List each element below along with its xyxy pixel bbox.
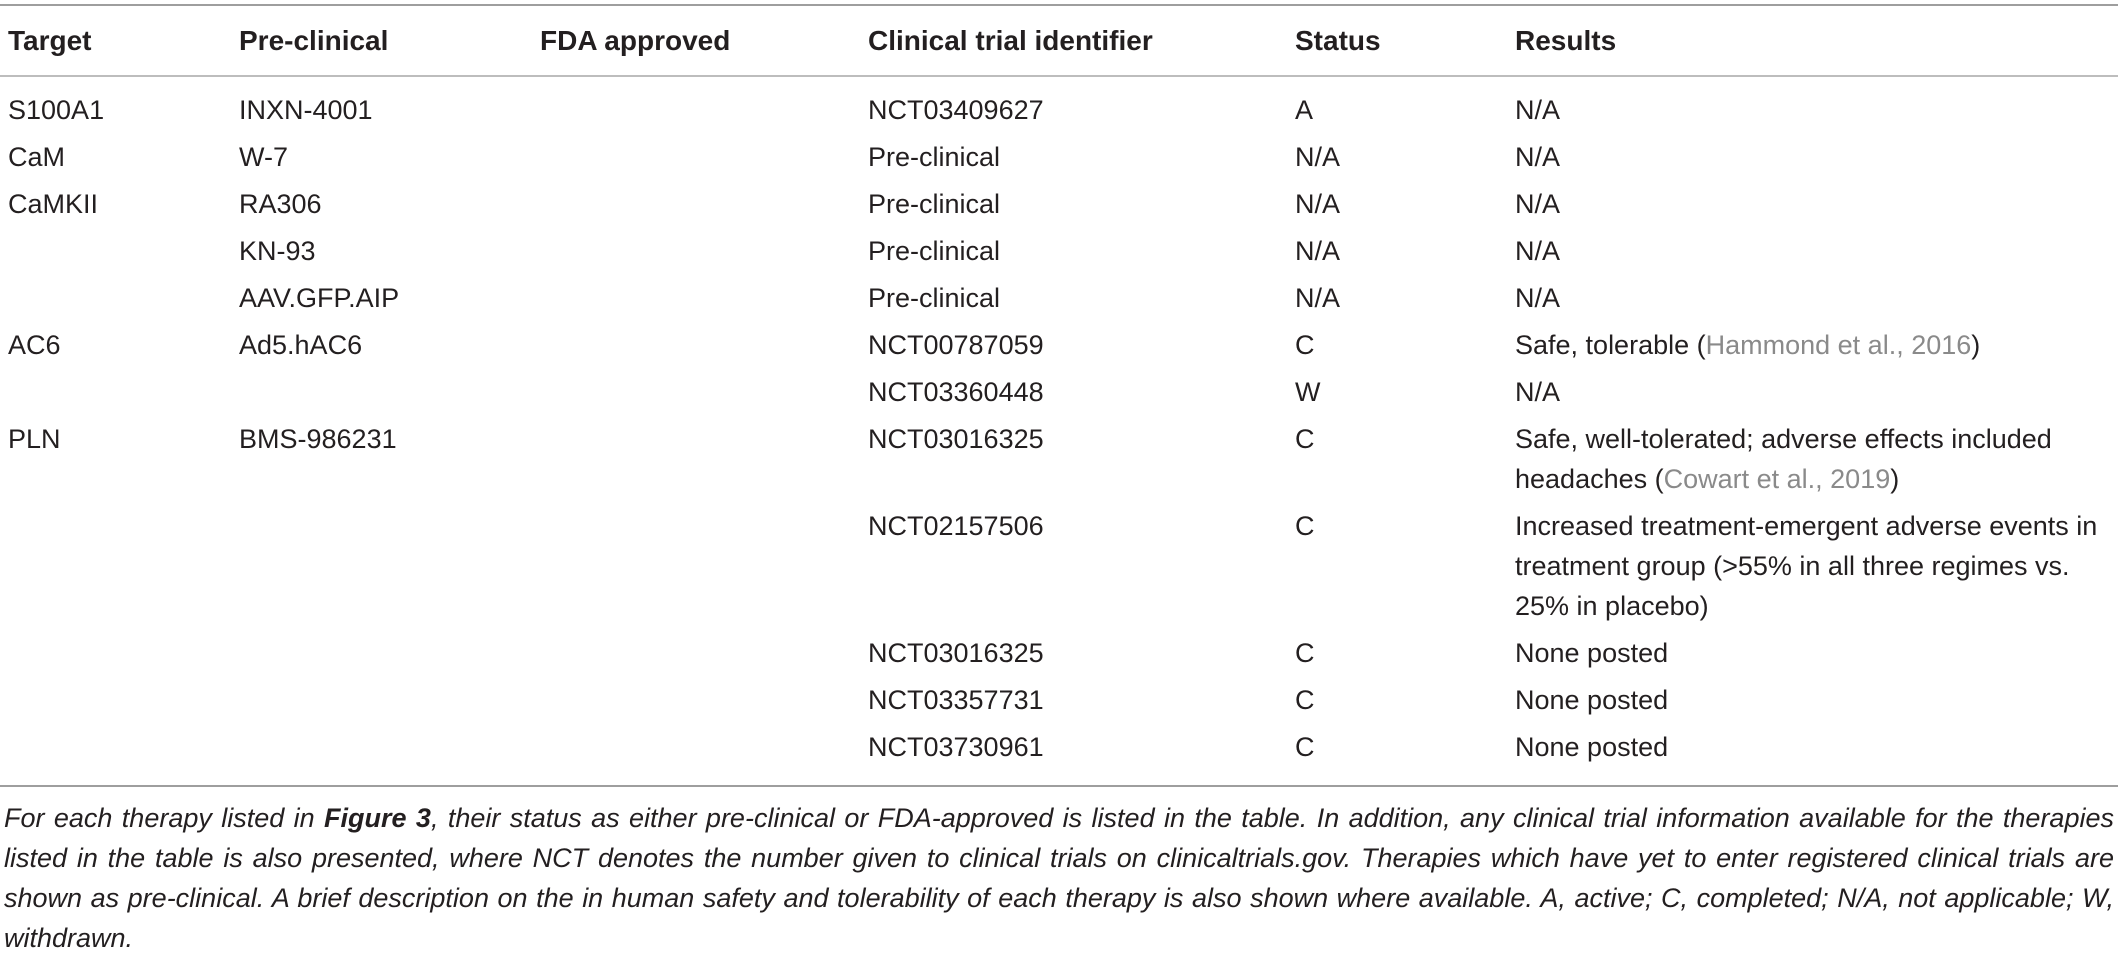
cell-target: AC6 [8, 330, 61, 360]
header-results: Results [1515, 25, 1617, 56]
cell-status: A [1295, 95, 1314, 125]
cell-nct: NCT03360448 [868, 377, 1044, 407]
cell-preclinical: INXN-4001 [239, 95, 373, 125]
cell-nct: NCT03357731 [868, 685, 1044, 715]
cell-preclinical: BMS-986231 [239, 424, 397, 454]
citation-link[interactable]: Cowart et al., 2019 [1663, 464, 1891, 494]
cell-status: C [1295, 511, 1315, 541]
cell-status: W [1295, 377, 1321, 407]
table-row [0, 137, 2118, 184]
cell-results: N/A [1515, 189, 1561, 219]
cell-results: None posted [1515, 732, 1669, 762]
cell-status: N/A [1295, 283, 1341, 313]
table-row [0, 184, 2118, 231]
cell-results [1515, 419, 2115, 499]
cell-results: N/A [1515, 236, 1561, 266]
table-bottom-rule [0, 785, 2118, 787]
table-body [0, 90, 2118, 774]
results-tail: ) [1971, 330, 1981, 360]
table-top-rule [0, 4, 2118, 6]
citation-link[interactable]: Hammond et al., 2016 [1705, 330, 1972, 360]
header-preclinical: Pre-clinical [239, 25, 389, 56]
cell-status: N/A [1295, 236, 1341, 266]
cell-status: N/A [1295, 189, 1341, 219]
caption-prefix: For each therapy listed in [4, 803, 325, 833]
table-row [0, 90, 2118, 137]
table-row [0, 231, 2118, 278]
cell-status: C [1295, 685, 1315, 715]
figure-reference-link[interactable]: Figure 3 [324, 803, 431, 833]
cell-nct: Pre-clinical [868, 189, 1001, 219]
table-row [0, 633, 2118, 680]
cell-preclinical: AAV.GFP.AIP [239, 283, 400, 313]
header-fda-approved: FDA approved [540, 25, 731, 56]
cell-preclinical: KN-93 [239, 236, 316, 266]
cell-nct: Pre-clinical [868, 283, 1001, 313]
cell-status: C [1295, 732, 1315, 762]
cell-results: N/A [1515, 142, 1561, 172]
header-status: Status [1295, 25, 1381, 56]
header-clinical-trial-identifier: Clinical trial identifier [868, 25, 1153, 56]
cell-preclinical: RA306 [239, 189, 322, 219]
cell-target: S100A1 [8, 95, 105, 125]
table-row [0, 372, 2118, 419]
cell-nct: NCT02157506 [868, 511, 1044, 541]
cell-results: None posted [1515, 638, 1669, 668]
cell-nct: NCT03730961 [868, 732, 1044, 762]
cell-preclinical: Ad5.hAC6 [239, 330, 363, 360]
cell-status: C [1295, 638, 1315, 668]
cell-preclinical: W-7 [239, 142, 289, 172]
results-tail: ) [1890, 464, 1900, 494]
table-header [0, 23, 2118, 63]
cell-nct: NCT03409627 [868, 95, 1044, 125]
header-rule [0, 75, 2118, 77]
cell-status: C [1295, 424, 1315, 454]
cell-target: CaMKII [8, 189, 99, 219]
table-row [0, 727, 2118, 774]
cell-nct: Pre-clinical [868, 142, 1001, 172]
cell-status: N/A [1295, 142, 1341, 172]
table-caption [4, 798, 2114, 958]
cell-nct: Pre-clinical [868, 236, 1001, 266]
table-row [0, 506, 2118, 633]
results-text: Safe, well-tolerated; adverse effects included headaches ( [1515, 424, 2052, 494]
caption-text: , their status as either pre-clinical or FDA-approved is listed in the table. In addition, any clinical trial information available for the therapies listed in the table is also presented, where NCT denotes the number given to clinical trials on clinicaltrials.gov. Therapies which have yet to enter registered clinical trials are shown as pre-clinical. A brief description on the in human safety and tolerability of each therapy is also shown where available. A, active; C, completed; N/A, not applicable; W, withdrawn. [4, 803, 2114, 953]
table-row [0, 325, 2118, 372]
cell-results: None posted [1515, 685, 1669, 715]
header-target: Target [8, 25, 92, 56]
cell-nct: NCT00787059 [868, 330, 1044, 360]
cell-status: C [1295, 330, 1315, 360]
cell-nct: NCT03016325 [868, 638, 1044, 668]
results-text: Safe, tolerable ( [1515, 330, 1706, 360]
cell-results: N/A [1515, 283, 1561, 313]
cell-results: N/A [1515, 377, 1561, 407]
cell-results: N/A [1515, 95, 1561, 125]
cell-target: CaM [8, 142, 66, 172]
table-row [0, 278, 2118, 325]
table-row [0, 419, 2118, 506]
cell-target: PLN [8, 424, 61, 454]
cell-results [1515, 325, 2115, 365]
cell-results: Increased treatment-emergent adverse events in treatment group (>55% in all three regimes vs. 25% in placebo) [1515, 511, 2098, 621]
cell-nct: NCT03016325 [868, 424, 1044, 454]
table-row [0, 680, 2118, 727]
